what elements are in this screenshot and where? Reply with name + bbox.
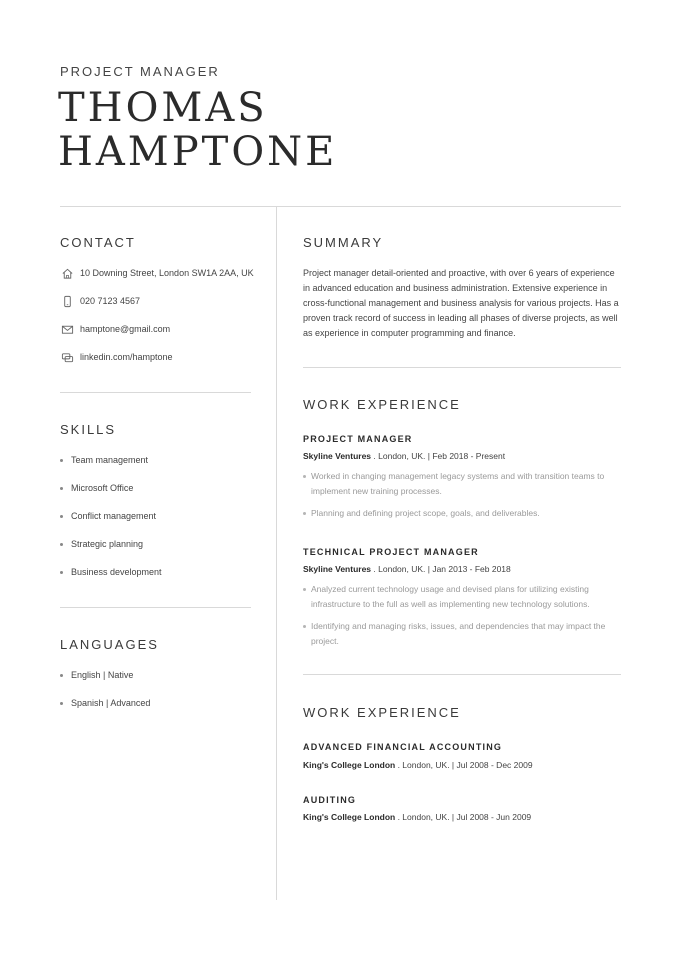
skill-label: Business development (71, 567, 162, 577)
bullet-dot (303, 588, 306, 591)
skill-item (60, 483, 133, 493)
company-name: Skyline Ventures (303, 564, 372, 574)
duty-text: Identifying and managing risks, issues, and dependencies that may impact the project. (311, 621, 606, 646)
language-item (60, 670, 133, 680)
job-role: TECHNICAL PROJECT MANAGER (303, 547, 479, 557)
home-icon (60, 266, 74, 280)
job-duty (303, 469, 621, 499)
job-org (303, 564, 511, 574)
language-label: Spanish | Advanced (71, 698, 151, 708)
job-details: . London, UK. | Jan 2013 - Feb 2018 (371, 564, 511, 574)
education-org (303, 760, 533, 770)
skill-label: Microsoft Office (71, 483, 134, 493)
job-details: . London, UK. | Feb 2018 - Present (371, 451, 506, 461)
duty-text: Planning and defining project scope, goals, and deliverables. (311, 508, 540, 518)
skills-heading: SKILLS (60, 422, 117, 437)
skill-label: Conflict management (71, 511, 157, 521)
contact-email (60, 320, 170, 338)
language-label: English | Native (71, 670, 134, 680)
school-name: King's College London (303, 812, 396, 822)
summary-heading: SUMMARY (303, 235, 384, 250)
contact-divider (60, 392, 251, 393)
job-role: PROJECT MANAGER (303, 434, 413, 444)
skill-item (60, 539, 143, 549)
duty-text: Worked in changing management legacy systems and with transition teams to implement new training processes. (311, 471, 605, 496)
job-duty (303, 506, 621, 521)
summary-divider (303, 367, 621, 368)
bullet-dot (303, 625, 306, 628)
skills-divider (60, 607, 251, 608)
header-divider (60, 206, 621, 207)
bullet-dot (60, 487, 63, 490)
duty-text: Analyzed current technology usage and devised plans for utilizing existing infrastructure to the full as well as implementing new technology solutions. (311, 584, 590, 609)
bullet-dot (60, 674, 63, 677)
phone-text: 020 7123 4567 (80, 296, 141, 306)
education-heading: WORK EXPERIENCE (303, 705, 461, 720)
work-divider (303, 674, 621, 675)
language-item (60, 698, 150, 708)
education-details: . London, UK. | Jul 2008 - Dec 2009 (395, 760, 533, 770)
contact-heading: CONTACT (60, 235, 136, 250)
summary-text: Project manager detail-oriented and proactive, with over 6 years of experience in advanced education and business administration. Extensive experience in cross-functional management and business analysis for various projects. Has a proven track record of success in leading all phases of diverse projects, as well as experience in computer programming and finance. (303, 268, 619, 338)
job-org (303, 451, 505, 461)
column-divider (276, 206, 277, 900)
address-text: 10 Downing Street, London SW1A 2AA, UK (80, 268, 254, 278)
mail-icon (60, 322, 74, 336)
bullet-dot (60, 459, 63, 462)
contact-linkedin (60, 348, 173, 366)
languages-heading: LANGUAGES (60, 637, 159, 652)
email-text: hamptone@gmail.com (80, 324, 171, 334)
linkedin-text: linkedin.com/hamptone (80, 352, 173, 362)
school-name: King's College London (303, 760, 396, 770)
job-title: PROJECT MANAGER (60, 64, 220, 79)
link-icon (60, 350, 74, 364)
company-name: Skyline Ventures (303, 451, 372, 461)
bullet-dot (303, 475, 306, 478)
job-duty (303, 582, 621, 612)
skill-label: Team management (71, 455, 149, 465)
contact-address (60, 264, 254, 282)
education-details: . London, UK. | Jul 2008 - Jun 2009 (395, 812, 532, 822)
skill-item (60, 455, 148, 465)
education-role: ADVANCED FINANCIAL ACCOUNTING (303, 742, 503, 752)
work-heading: WORK EXPERIENCE (303, 397, 461, 412)
skill-label: Strategic planning (71, 539, 144, 549)
skill-item (60, 511, 156, 521)
phone-icon (60, 294, 74, 308)
job-duty (303, 619, 621, 649)
bullet-dot (60, 702, 63, 705)
bullet-dot (60, 571, 63, 574)
education-role: AUDITING (303, 795, 357, 805)
bullet-dot (303, 512, 306, 515)
contact-phone (60, 292, 140, 310)
bullet-dot (60, 543, 63, 546)
bullet-dot (60, 515, 63, 518)
skill-item (60, 567, 162, 577)
last-name: HAMPTONE (58, 129, 338, 175)
education-org (303, 812, 531, 822)
first-name: THOMAS (58, 85, 268, 131)
